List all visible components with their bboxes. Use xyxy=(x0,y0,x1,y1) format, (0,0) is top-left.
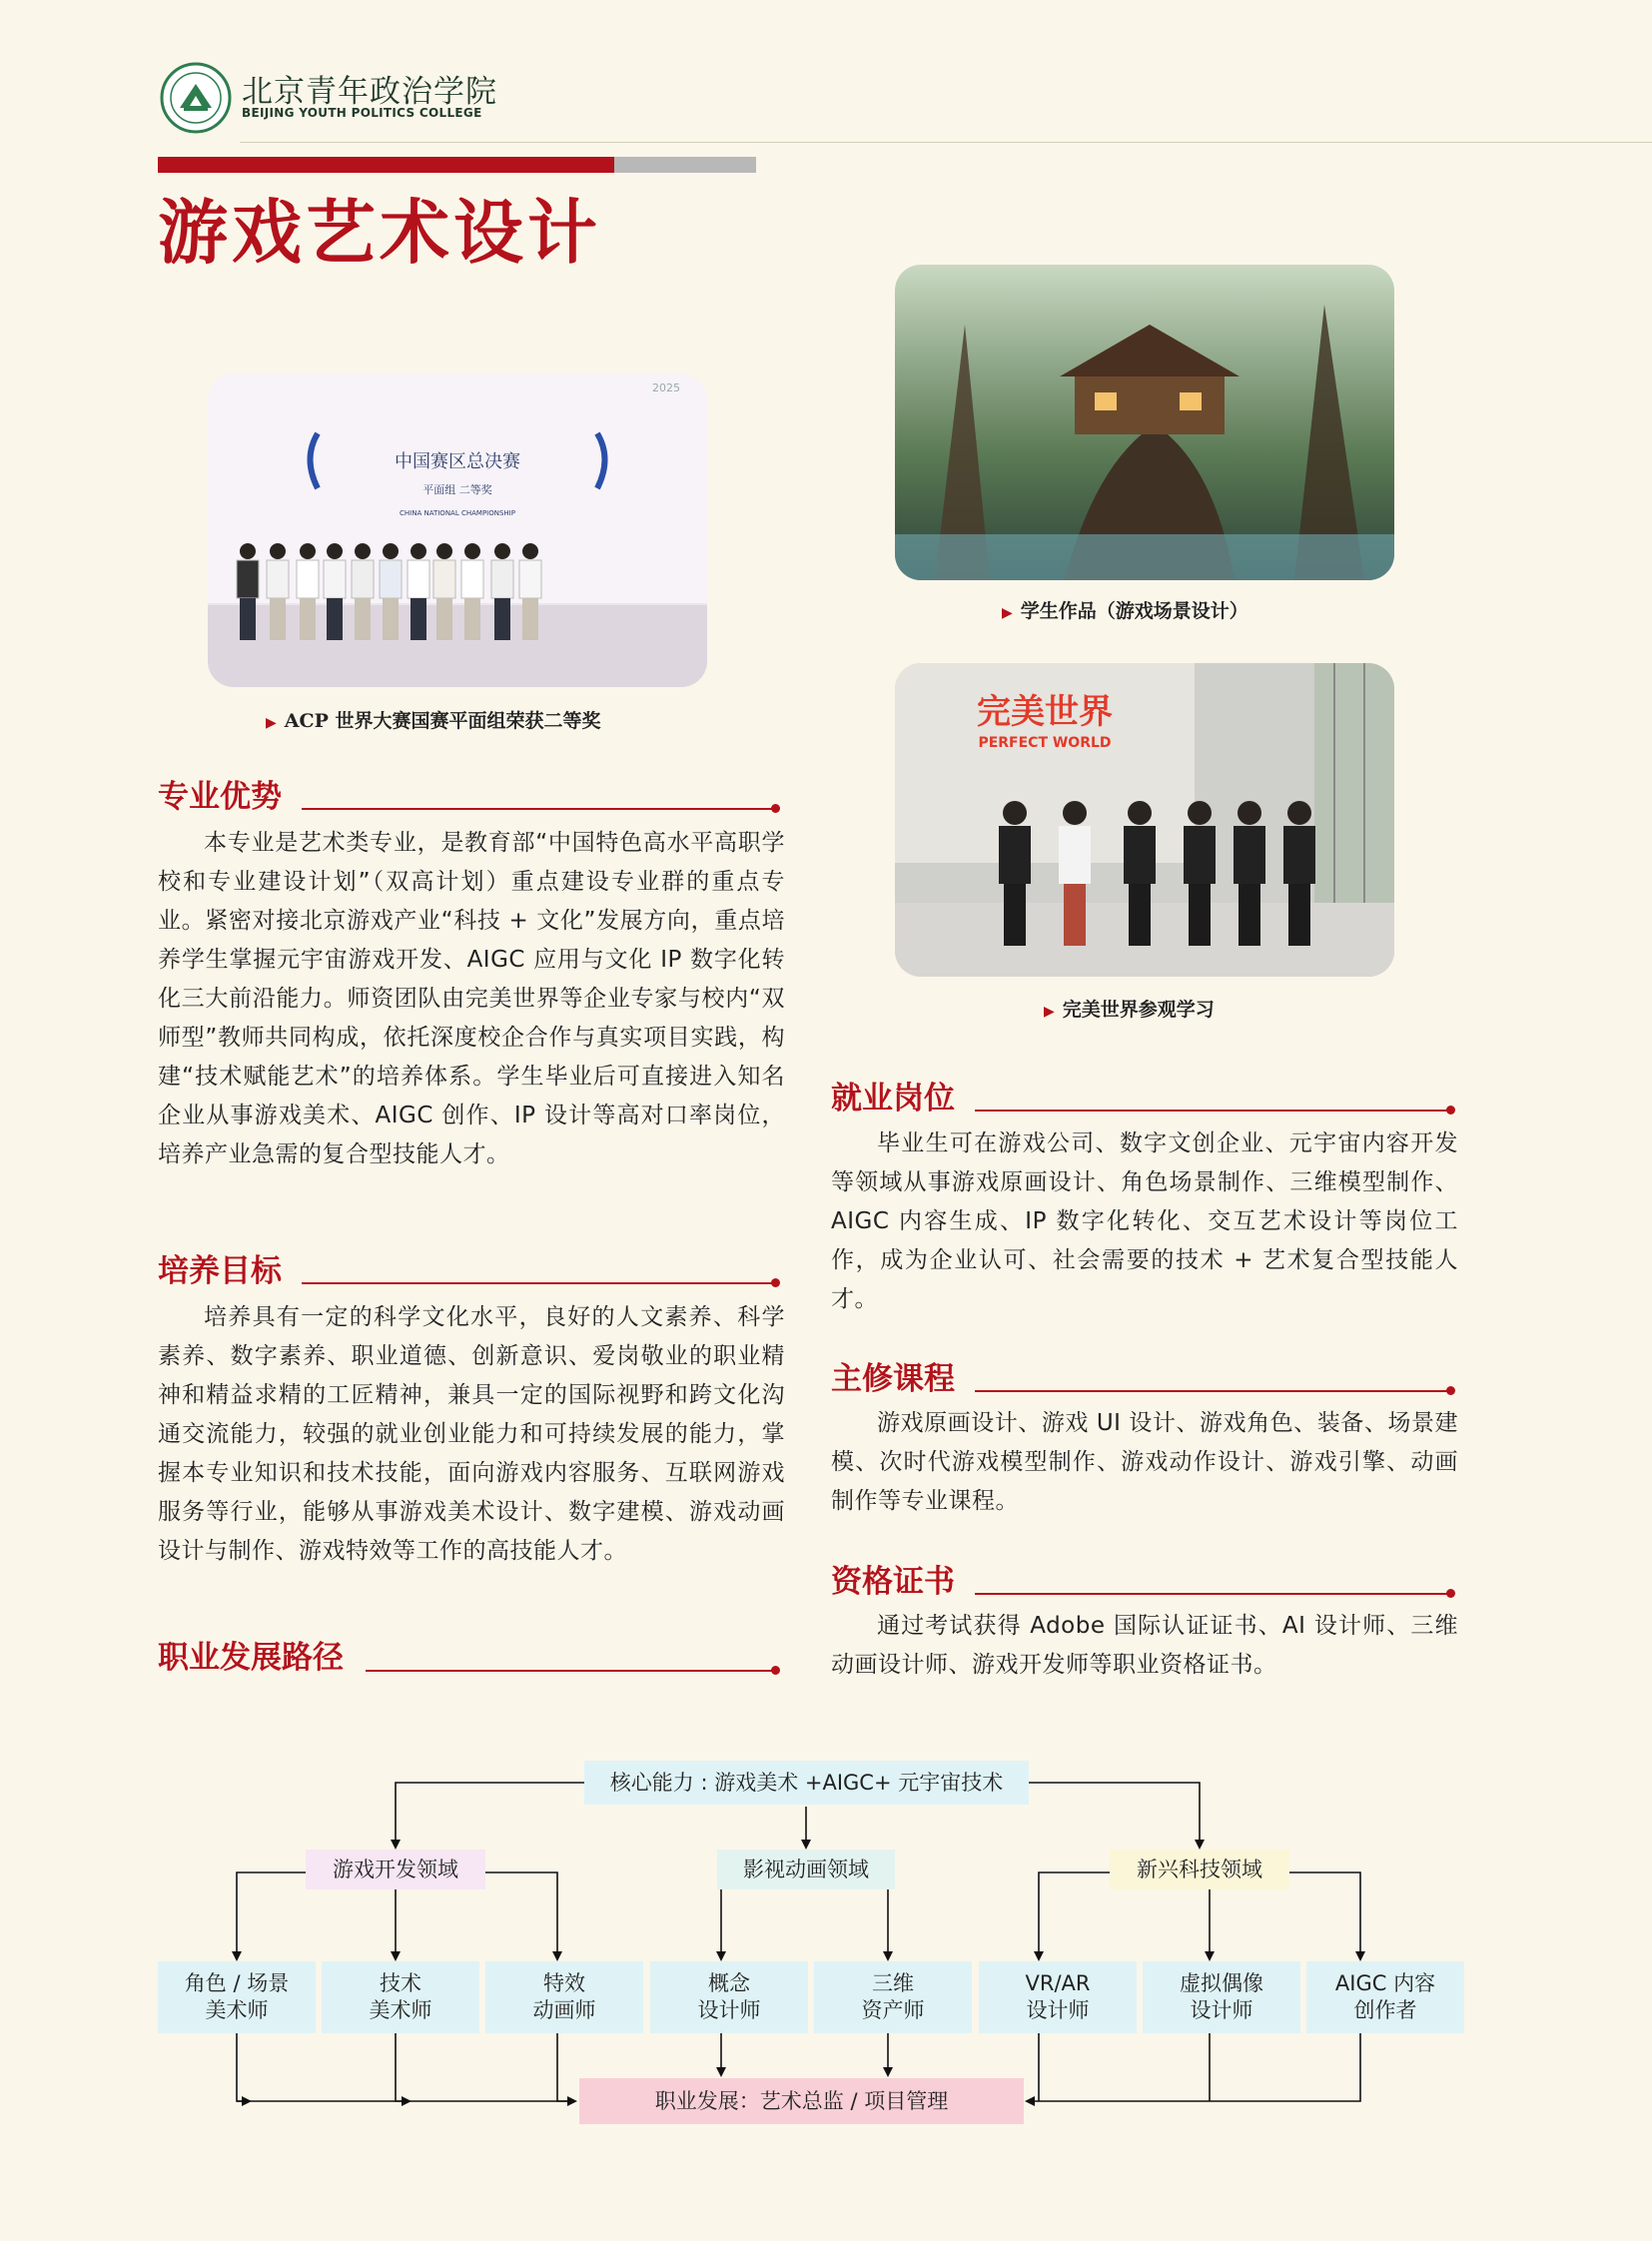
section-courses-text: 游戏原画设计、游戏 UI 设计、游戏角色、装备、场景建模、次时代游戏模型制作、游戏动作设计、游戏引擎、动画制作等专业课程。 xyxy=(831,1410,1458,1514)
award-banner-en: CHINA NATIONAL CHAMPIONSHIP xyxy=(400,509,515,517)
section-goal-title: 培养目标 xyxy=(158,1253,282,1289)
flow-role-box xyxy=(1143,1961,1300,2033)
flow-role-line: 概念 xyxy=(708,1971,750,1995)
flow-final-box: 职业发展：艺术总监 / 项目管理 xyxy=(579,2078,1024,2124)
flow-role-box xyxy=(485,1961,643,2033)
visit-caption-text: 完美世界参观学习 xyxy=(1062,999,1215,1021)
flow-role-box xyxy=(322,1961,479,2033)
flow-role-box xyxy=(979,1961,1137,2033)
scene-caption-text: 学生作品（游戏场景设计） xyxy=(1020,600,1248,622)
flow-role-line: VR/AR xyxy=(1025,1971,1091,1995)
flow-role-line: 创作者 xyxy=(1353,1998,1417,2022)
section-advantage-text: 本专业是艺术类专业，是教育部“中国特色高水平高职学校和专业建设计划”（双高计划）重点建设专业群的重点专业。紧密对接北京游戏产业“科技 + 文化”发展方向，重点培养学生掌握元宇宙游戏开发、AIGC 应用与文化 IP 数字化转化三大前沿能力。师资团队由完美世界等企业专家与校内“双师型”教师共同构成，依托深度校企合作与真实项目实践，构建“技术赋能艺术”的培养体系。学生毕业后可直接进入知名企业从事游戏美术、AIGC 创作、IP 设计等高对口率岗位，培养产业急需的复合型技能人才。 xyxy=(158,830,785,1167)
award-banner-sub: 平面组 二等奖 xyxy=(422,483,492,496)
flow-role-line: 动画师 xyxy=(532,1998,596,2022)
section-jobs-text: 毕业生可在游戏公司、数字文创企业、元宇宙内容开发等领域从事游戏原画设计、角色场景制作、三维模型制作、AIGC 内容生成、IP 数字化转化、交互艺术设计等岗位工作，成为企业认可、社会需要的技术 + 艺术复合型技能人才。 xyxy=(831,1130,1458,1312)
flow-role-line: 角色 / 场景 xyxy=(184,1971,290,1995)
visit-sign-en: PERFECT WORLD xyxy=(978,735,1112,751)
flow-domain-film: 影视动画领域 xyxy=(717,1850,895,1889)
section-certs-title: 资格证书 xyxy=(831,1564,955,1600)
flow-role-line: 技术 xyxy=(380,1971,421,1995)
college-name-en: BEIJING YOUTH POLITICS COLLEGE xyxy=(242,106,482,120)
section-advantage-title: 专业优势 xyxy=(158,779,282,815)
flow-role-box xyxy=(814,1961,972,2033)
flow-role-line: 设计师 xyxy=(1190,1998,1253,2022)
flow-role-line: AIGC 内容 xyxy=(1334,1971,1436,1995)
page-title: 游戏艺术设计 xyxy=(158,192,601,274)
college-name-cn: 北京青年政治学院 xyxy=(242,74,497,110)
flow-role-line: 三维 xyxy=(872,1971,914,1995)
visit-sign-cn: 完美世界 xyxy=(977,692,1113,732)
section-courses-title: 主修课程 xyxy=(831,1361,955,1397)
flow-domain-game: 游戏开发领域 xyxy=(306,1850,485,1889)
award-caption-text: ACP 世界大赛国赛平面组荣获二等奖 xyxy=(284,710,601,732)
section-goal-text: 培养具有一定的科学文化水平，良好的人文素养、科学素养、数字素养、职业道德、创新意识、爱岗敬业的职业精神和精益求精的工匠精神，兼具一定的国际视野和跨文化沟通交流能力，较强的就业创业能力和可持续发展的能力，掌握本专业知识和技术技能，面向游戏内容服务、互联网游戏服务等行业，能够从事游戏美术设计、数字建模、游戏动画设计与制作、游戏特效等工作的高技能人才。 xyxy=(158,1304,785,1564)
flow-domain-tech: 新兴科技领域 xyxy=(1110,1850,1289,1889)
flow-role-line: 美术师 xyxy=(369,1998,432,2022)
flow-role-line: 特效 xyxy=(543,1971,585,1995)
flow-role-line: 美术师 xyxy=(205,1998,269,2022)
flow-role-line: 设计师 xyxy=(697,1998,761,2022)
flow-role-line: 虚拟偶像 xyxy=(1180,1971,1263,1995)
section-certs-text: 通过考试获得 Adobe 国际认证证书、AI 设计师、三维动画设计师、游戏开发师等职业资格证书。 xyxy=(831,1613,1458,1678)
section-jobs-title: 就业岗位 xyxy=(831,1081,955,1117)
flow-role-line: 资产师 xyxy=(861,1998,925,2022)
caption-marker-icon: ▶ xyxy=(266,715,277,731)
flow-role-box xyxy=(650,1961,808,2033)
caption-marker-icon: ▶ xyxy=(1002,605,1013,621)
section-career-path-title: 职业发展路径 xyxy=(158,1640,344,1676)
flow-role-line: 设计师 xyxy=(1026,1998,1090,2022)
award-banner-title: 中国赛区总决赛 xyxy=(395,451,520,472)
award-year: 2025 xyxy=(652,381,680,394)
caption-marker-icon: ▶ xyxy=(1044,1004,1055,1020)
flow-core-box: 核心能力 : 游戏美术 +AIGC+ 元宇宙技术 xyxy=(584,1761,1029,1805)
flow-role-box xyxy=(158,1961,316,2033)
flow-role-box xyxy=(1306,1961,1464,2033)
